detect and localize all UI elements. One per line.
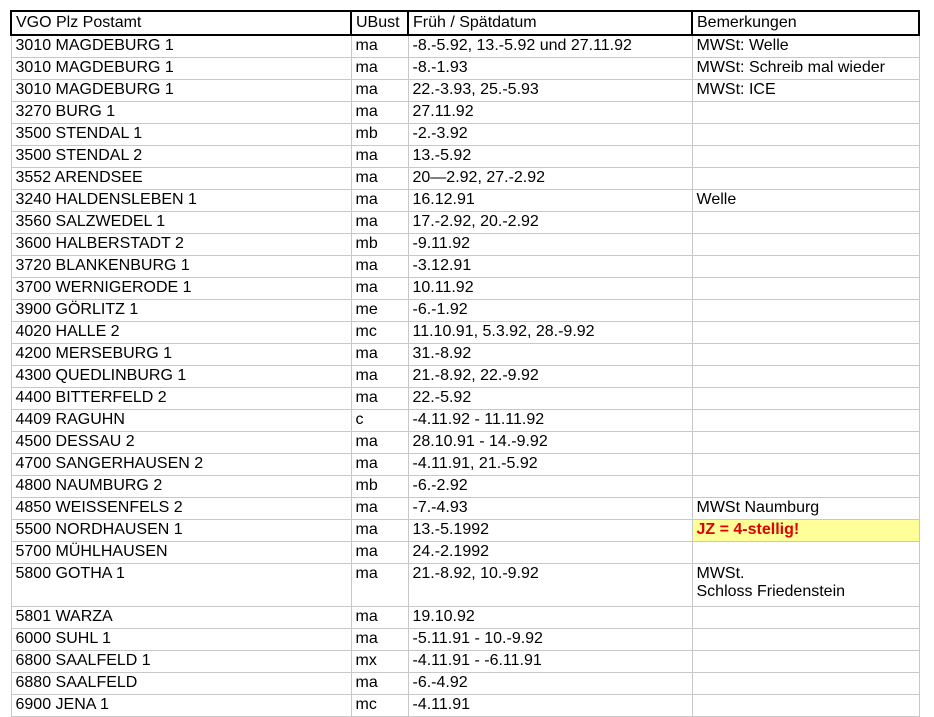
cell-ubust[interactable]: ma [351,629,408,651]
table-row [11,124,919,146]
header-postamt[interactable]: VGO Plz Postamt [11,11,351,35]
cell-postamt[interactable]: 3700 WERNIGERODE 1 [11,278,351,300]
cell-datum[interactable]: -6.-2.92 [408,476,692,498]
cell-ubust[interactable]: mb [351,124,408,146]
cell-datum[interactable]: 16.12.91 [408,190,692,212]
cell-bemerkung[interactable] [692,256,919,278]
cell-postamt[interactable]: 6800 SAALFELD 1 [11,651,351,673]
cell-bemerkung[interactable] [692,476,919,498]
cell-bemerkung[interactable] [692,35,919,58]
remark-line: MWSt: Welle [696,37,789,54]
cell-datum[interactable]: -6.-1.92 [408,300,692,322]
cell-ubust[interactable]: ma [351,102,408,124]
cell-bemerkung[interactable] [692,454,919,476]
cell-postamt[interactable]: 3720 BLANKENBURG 1 [11,256,351,278]
remark-line: JZ = 4-stellig! [696,521,800,538]
table-row [11,234,919,256]
cell-postamt[interactable]: 6880 SAALFELD [11,673,351,695]
cell-datum[interactable]: -8.-1.93 [408,58,692,80]
cell-postamt[interactable]: 5500 NORDHAUSEN 1 [11,520,351,542]
cell-datum[interactable]: -3.12.91 [408,256,692,278]
cell-datum[interactable]: 21.-8.92, 10.-9.92 [408,564,692,607]
cell-postamt[interactable]: 3010 MAGDEBURG 1 [11,80,351,102]
table-row [11,322,919,344]
table-row [11,366,919,388]
cell-bemerkung[interactable] [692,410,919,432]
cell-ubust[interactable]: ma [351,432,408,454]
table-row [11,146,919,168]
cell-bemerkung[interactable] [692,168,919,190]
cell-ubust[interactable]: ma [351,278,408,300]
cell-postamt[interactable]: 3552 ARENDSEE [11,168,351,190]
cell-bemerkung[interactable] [692,520,919,542]
cell-bemerkung[interactable] [692,629,919,651]
cell-postamt[interactable]: 6900 JENA 1 [11,695,351,717]
cell-datum[interactable]: 27.11.92 [408,102,692,124]
table-row [11,651,919,673]
cell-bemerkung[interactable] [692,673,919,695]
cell-bemerkung[interactable] [692,607,919,629]
cell-ubust[interactable]: ma [351,146,408,168]
table-row [11,410,919,432]
cell-ubust[interactable]: mb [351,234,408,256]
cell-datum[interactable]: -4.11.91, 21.-5.92 [408,454,692,476]
cell-ubust[interactable]: ma [351,190,408,212]
table-row [11,520,919,542]
cell-bemerkung[interactable] [692,432,919,454]
cell-ubust[interactable]: ma [351,256,408,278]
cell-postamt[interactable]: 3010 MAGDEBURG 1 [11,35,351,58]
cell-datum[interactable]: -6.-4.92 [408,673,692,695]
cell-datum[interactable]: -9.11.92 [408,234,692,256]
table-row [11,476,919,498]
cell-datum[interactable]: 21.-8.92, 22.-9.92 [408,366,692,388]
cell-ubust[interactable]: ma [351,498,408,520]
cell-datum[interactable]: 19.10.92 [408,607,692,629]
cell-ubust[interactable]: ma [351,388,408,410]
table-row [11,35,919,58]
header-bemerkungen[interactable]: Bemerkungen [692,11,919,35]
cell-datum[interactable]: 13.-5.92 [408,146,692,168]
cell-bemerkung[interactable] [692,695,919,717]
cell-bemerkung[interactable] [692,498,919,520]
cell-bemerkung[interactable] [692,300,919,322]
cell-bemerkung[interactable] [692,102,919,124]
cell-postamt[interactable]: 5700 MÜHLHAUSEN [11,542,351,564]
cell-postamt[interactable]: 3010 MAGDEBURG 1 [11,58,351,80]
cell-ubust[interactable]: ma [351,520,408,542]
cell-datum[interactable]: -8.-5.92, 13.-5.92 und 27.11.92 [408,35,692,58]
table-row [11,432,919,454]
cell-postamt[interactable]: 4800 NAUMBURG 2 [11,476,351,498]
cell-ubust[interactable]: ma [351,564,408,607]
header-row [11,11,919,35]
cell-postamt[interactable]: 4200 MERSEBURG 1 [11,344,351,366]
cell-ubust[interactable]: mb [351,476,408,498]
cell-postamt[interactable]: 4020 HALLE 2 [11,322,351,344]
cell-bemerkung[interactable] [692,388,919,410]
cell-bemerkung[interactable] [692,322,919,344]
cell-datum[interactable]: -2.-3.92 [408,124,692,146]
cell-ubust[interactable]: ma [351,673,408,695]
cell-bemerkung[interactable] [692,124,919,146]
cell-postamt[interactable]: 5801 WARZA [11,607,351,629]
cell-postamt[interactable]: 3500 STENDAL 1 [11,124,351,146]
table-row [11,695,919,717]
cell-bemerkung[interactable] [692,80,919,102]
cell-ubust[interactable]: mc [351,322,408,344]
cell-datum[interactable]: 20—2.92, 27.-2.92 [408,168,692,190]
table-row [11,80,919,102]
cell-postamt[interactable]: 5800 GOTHA 1 [11,564,351,607]
cell-postamt[interactable]: 6000 SUHL 1 [11,629,351,651]
cell-ubust[interactable]: c [351,410,408,432]
cell-ubust[interactable]: me [351,300,408,322]
spreadsheet [10,10,918,717]
cell-bemerkung[interactable] [692,58,919,80]
cell-postamt[interactable]: 3240 HALDENSLEBEN 1 [11,190,351,212]
table-row [11,564,919,607]
cell-postamt[interactable]: 4409 RAGUHN [11,410,351,432]
cell-bemerkung[interactable] [692,564,919,607]
table-row [11,607,919,629]
cell-postamt[interactable]: 3500 STENDAL 2 [11,146,351,168]
table-row [11,542,919,564]
cell-datum[interactable]: 11.10.91, 5.3.92, 28.-9.92 [408,322,692,344]
cell-postamt[interactable]: 4700 SANGERHAUSEN 2 [11,454,351,476]
cell-bemerkung[interactable] [692,212,919,234]
cell-datum[interactable]: 17.-2.92, 20.-2.92 [408,212,692,234]
cell-ubust[interactable]: ma [351,212,408,234]
cell-postamt[interactable]: 3270 BURG 1 [11,102,351,124]
cell-bemerkung[interactable] [692,344,919,366]
cell-datum[interactable]: -7.-4.93 [408,498,692,520]
cell-datum[interactable]: 22.-5.92 [408,388,692,410]
cell-datum[interactable]: -5.11.91 - 10.-9.92 [408,629,692,651]
remark-line: MWSt. [696,565,745,582]
cell-bemerkung[interactable] [692,234,919,256]
cell-datum[interactable]: 13.-5.1992 [408,520,692,542]
remark-line: Welle [696,191,737,208]
table-row [11,498,919,520]
table-row [11,190,919,212]
remark-line: MWSt Naumburg [696,499,820,516]
remark-line: MWSt: Schreib mal wieder [696,59,885,76]
cell-ubust[interactable]: mx [351,651,408,673]
cell-postamt[interactable]: 3600 HALBERSTADT 2 [11,234,351,256]
cell-bemerkung[interactable] [692,651,919,673]
header-ubust[interactable]: UBust [351,11,408,35]
cell-ubust[interactable]: mc [351,695,408,717]
table-row [11,454,919,476]
table-row [11,629,919,651]
cell-postamt[interactable]: 3900 GÖRLITZ 1 [11,300,351,322]
cell-datum[interactable]: -4.11.91 [408,695,692,717]
table-row [11,102,919,124]
cell-bemerkung[interactable] [692,146,919,168]
table-row [11,278,919,300]
table-row [11,673,919,695]
cell-bemerkung[interactable] [692,190,919,212]
header-datum[interactable]: Früh / Spätdatum [408,11,692,35]
cell-postamt[interactable]: 4850 WEISSENFELS 2 [11,498,351,520]
cell-postamt[interactable]: 4400 BITTERFELD 2 [11,388,351,410]
cell-ubust[interactable]: ma [351,35,408,58]
cell-datum[interactable]: 24.-2.1992 [408,542,692,564]
table-header [11,11,919,35]
cell-ubust[interactable]: ma [351,168,408,190]
cell-ubust[interactable]: ma [351,344,408,366]
remark-line: Schloss Friedenstein [696,583,846,600]
table-body [11,35,919,717]
cell-datum[interactable]: 28.10.91 - 14.-9.92 [408,432,692,454]
cell-postamt[interactable]: 4500 DESSAU 2 [11,432,351,454]
table-row [11,256,919,278]
cell-postamt[interactable]: 3560 SALZWEDEL 1 [11,212,351,234]
table-row [11,58,919,80]
cell-datum[interactable]: -4.11.91 - -6.11.91 [408,651,692,673]
cell-postamt[interactable]: 4300 QUEDLINBURG 1 [11,366,351,388]
cell-bemerkung[interactable] [692,542,919,564]
table-row [11,300,919,322]
table-row [11,168,919,190]
cell-ubust[interactable]: ma [351,542,408,564]
cell-bemerkung[interactable] [692,278,919,300]
table-row [11,344,919,366]
cell-datum[interactable]: 31.-8.92 [408,344,692,366]
postamt-table [10,10,920,717]
cell-bemerkung[interactable] [692,366,919,388]
cell-ubust[interactable]: ma [351,366,408,388]
table-row [11,212,919,234]
cell-ubust[interactable]: ma [351,58,408,80]
cell-ubust[interactable]: ma [351,80,408,102]
cell-ubust[interactable]: ma [351,607,408,629]
table-row [11,388,919,410]
cell-datum[interactable]: 10.11.92 [408,278,692,300]
cell-datum[interactable]: -4.11.92 - 11.11.92 [408,410,692,432]
cell-ubust[interactable]: ma [351,454,408,476]
cell-datum[interactable]: 22.-3.93, 25.-5.93 [408,80,692,102]
remark-line: MWSt: ICE [696,81,776,98]
